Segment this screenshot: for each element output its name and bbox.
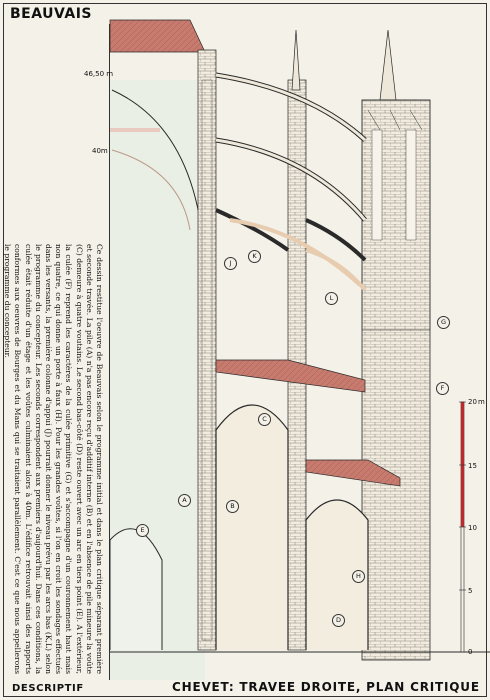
arch-e [110, 529, 162, 650]
scale-label-15: 15 [468, 462, 477, 470]
callout-k: K [248, 250, 261, 263]
callout-h: H [352, 570, 365, 583]
footer-caption: CHEVET: TRAVEE DROITE, PLAN CRITIQUE [172, 680, 480, 694]
callout-j: J [224, 257, 237, 270]
altitude-label-top: 46,50 m [84, 70, 114, 78]
pinnacle-1 [292, 30, 300, 90]
callout-f: F [436, 382, 449, 395]
arcade-c [216, 405, 288, 650]
scale-label-unit: m [478, 398, 485, 406]
main-roof [110, 20, 205, 52]
altitude-label-40: 40m [92, 147, 108, 155]
callout-g: G [437, 316, 450, 329]
description-panel [3, 244, 104, 674]
footer-descriptif: DESCRIPTIF [12, 683, 84, 694]
scale-label-0: 0 [468, 648, 473, 656]
callout-d: D [332, 614, 345, 627]
description-text: Ce dessin restitue l'oeuvre de Beauvais selon le programme initial et dans le plan critique séparant première et seconde travée. La pile (A) n'a pas encore reçu d'additif interne (B) et en l'absence de pile mineure la voûte (C) demeure à quatre voutains. Le second bas-côté (D) reste ouvert avec un arc en tiers point (E). A l'extérieur, la culée (F) reprend les caractères de la culée primitive (G) et s'accompagne d'un couronnement haut mais non quatre, ce qui donne un porte à faux (H). Pour les grandes voûtes, si l'on en croit les sondages effectués dans les versants, la première colonne d'appui (J) pourrait donner le niveau prévu par les arcs bas (K,L) selon le programme du concepteur. Les seconds correspondent aux premiers d'aujourd'hui. Dans ces conditions, la culée était réduite d'un étage et les voûtes culminaient alors à 40m. L'édifice retrouvait ainsi des rapports conformes aux oeuvres de Bourges et du Mans qui se traitaient parallèlement. C'est ce que nous appellerons le programme du concepteur. [3, 244, 104, 674]
scale-label-10: 10 [468, 524, 477, 532]
cathedral-section-drawing [110, 20, 490, 680]
callout-a: A [178, 494, 191, 507]
main-pier [198, 50, 216, 650]
scale-label-20: 20 [468, 398, 477, 406]
callout-l: L [325, 292, 338, 305]
callout-e: E [136, 524, 149, 537]
callout-b: B [226, 500, 239, 513]
page-title: BEAUVAIS [10, 6, 93, 22]
scale-label-5: 5 [468, 587, 473, 595]
callout-c: C [258, 413, 271, 426]
pinnacle-main [380, 30, 396, 100]
